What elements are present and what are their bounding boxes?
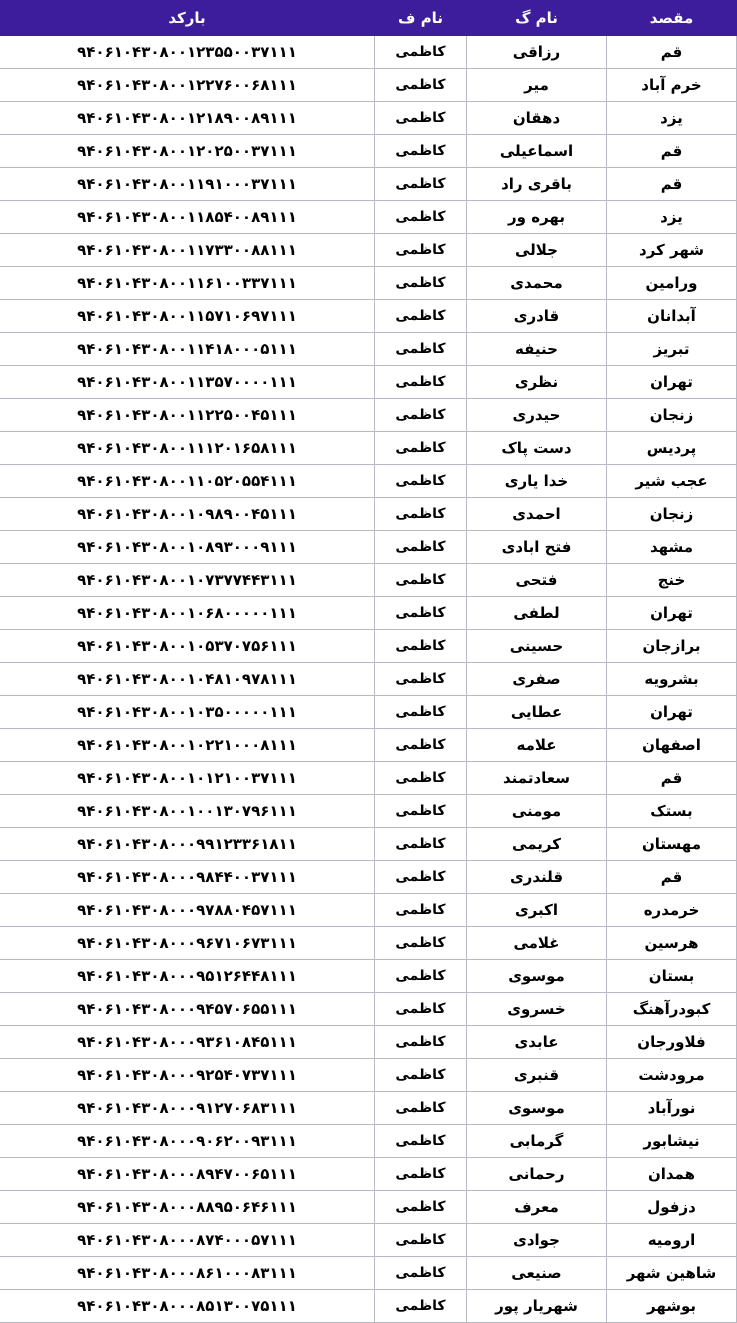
cell-last-name: شهریار پور <box>467 1290 607 1323</box>
cell-destination: عجب شیر <box>607 465 737 498</box>
cell-barcode: ۹۴۰۶۱۰۴۳۰۸۰۰۱۰۹۸۹۰۰۴۵۱۱۱ <box>0 498 375 531</box>
table-row <box>0 300 737 333</box>
cell-first-name: کاظمی <box>375 267 467 300</box>
cell-first-name: کاظمی <box>375 1059 467 1092</box>
cell-barcode: ۹۴۰۶۱۰۴۳۰۸۰۰۰۸۹۴۷۰۰۶۵۱۱۱ <box>0 1158 375 1191</box>
cell-destination: بستان <box>607 960 737 993</box>
cell-destination: همدان <box>607 1158 737 1191</box>
cell-destination: خرم آباد <box>607 69 737 102</box>
cell-last-name: مومنی <box>467 795 607 828</box>
cell-last-name: صفری <box>467 663 607 696</box>
table-row <box>0 399 737 432</box>
table-header <box>0 1 737 36</box>
cell-first-name: کاظمی <box>375 597 467 630</box>
table-row <box>0 366 737 399</box>
cell-destination: قم <box>607 762 737 795</box>
cell-last-name: فتح ابادی <box>467 531 607 564</box>
cell-last-name: صنیعی <box>467 1257 607 1290</box>
cell-barcode: ۹۴۰۶۱۰۴۳۰۸۰۰۰۹۰۶۲۰۰۹۳۱۱۱ <box>0 1125 375 1158</box>
cell-destination: دزفول <box>607 1191 737 1224</box>
table-row <box>0 1224 737 1257</box>
cell-destination: زنجان <box>607 399 737 432</box>
cell-destination: قم <box>607 135 737 168</box>
table-row <box>0 69 737 102</box>
cell-barcode: ۹۴۰۶۱۰۴۳۰۸۰۰۱۰۷۳۷۷۴۴۳۱۱۱ <box>0 564 375 597</box>
table-body <box>0 36 737 1323</box>
cell-destination: پردیس <box>607 432 737 465</box>
cell-destination: کبودرآهنگ <box>607 993 737 1026</box>
table-row <box>0 531 737 564</box>
cell-destination: قم <box>607 861 737 894</box>
cell-destination: خنج <box>607 564 737 597</box>
cell-barcode: ۹۴۰۶۱۰۴۳۰۸۰۰۰۸۸۹۵۰۶۴۶۱۱۱ <box>0 1191 375 1224</box>
cell-destination: بشرویه <box>607 663 737 696</box>
cell-barcode: ۹۴۰۶۱۰۴۳۰۸۰۰۰۹۴۵۷۰۶۵۵۱۱۱ <box>0 993 375 1026</box>
table-row <box>0 102 737 135</box>
cell-last-name: میر <box>467 69 607 102</box>
cell-barcode: ۹۴۰۶۱۰۴۳۰۸۰۰۱۱۷۳۳۰۰۸۸۱۱۱ <box>0 234 375 267</box>
table-row <box>0 663 737 696</box>
table-header-row <box>0 1 737 36</box>
cell-barcode: ۹۴۰۶۱۰۴۳۰۸۰۰۰۹۶۷۱۰۶۷۳۱۱۱ <box>0 927 375 960</box>
cell-last-name: علامه <box>467 729 607 762</box>
table-row <box>0 828 737 861</box>
cell-barcode: ۹۴۰۶۱۰۴۳۰۸۰۰۱۰۸۹۳۰۰۰۹۱۱۱ <box>0 531 375 564</box>
cell-last-name: سعادتمند <box>467 762 607 795</box>
cell-first-name: کاظمی <box>375 366 467 399</box>
table-row <box>0 927 737 960</box>
cell-first-name: کاظمی <box>375 993 467 1026</box>
cell-first-name: کاظمی <box>375 36 467 69</box>
table-row <box>0 861 737 894</box>
cell-barcode: ۹۴۰۶۱۰۴۳۰۸۰۰۱۲۳۵۵۰۰۳۷۱۱۱ <box>0 36 375 69</box>
table-row <box>0 1257 737 1290</box>
cell-last-name: دست پاک <box>467 432 607 465</box>
cell-last-name: محمدی <box>467 267 607 300</box>
table-row <box>0 1158 737 1191</box>
table-row <box>0 135 737 168</box>
cell-last-name: عطایی <box>467 696 607 729</box>
table-row <box>0 1290 737 1323</box>
cell-last-name: حنیفه <box>467 333 607 366</box>
column-header-destination: مقصد <box>607 1 737 36</box>
cell-first-name: کاظمی <box>375 564 467 597</box>
table-row <box>0 762 737 795</box>
cell-destination: بستک <box>607 795 737 828</box>
cell-first-name: کاظمی <box>375 696 467 729</box>
cell-destination: تهران <box>607 597 737 630</box>
cell-first-name: کاظمی <box>375 399 467 432</box>
cell-first-name: کاظمی <box>375 762 467 795</box>
cell-first-name: کاظمی <box>375 300 467 333</box>
cell-destination: یزد <box>607 201 737 234</box>
cell-last-name: رحمانی <box>467 1158 607 1191</box>
cell-last-name: احمدی <box>467 498 607 531</box>
table-row <box>0 333 737 366</box>
cell-destination: تهران <box>607 366 737 399</box>
cell-destination: مرودشت <box>607 1059 737 1092</box>
cell-last-name: بهره ور <box>467 201 607 234</box>
cell-first-name: کاظمی <box>375 135 467 168</box>
cell-first-name: کاظمی <box>375 861 467 894</box>
cell-barcode: ۹۴۰۶۱۰۴۳۰۸۰۰۱۲۱۸۹۰۰۸۹۱۱۱ <box>0 102 375 135</box>
cell-first-name: کاظمی <box>375 828 467 861</box>
cell-first-name: کاظمی <box>375 168 467 201</box>
cell-first-name: کاظمی <box>375 1257 467 1290</box>
cell-destination: برازجان <box>607 630 737 663</box>
table-row <box>0 432 737 465</box>
cell-barcode: ۹۴۰۶۱۰۴۳۰۸۰۰۰۹۳۶۱۰۸۴۵۱۱۱ <box>0 1026 375 1059</box>
cell-last-name: عابدی <box>467 1026 607 1059</box>
cell-destination: قم <box>607 36 737 69</box>
cell-destination: مهستان <box>607 828 737 861</box>
table-row <box>0 630 737 663</box>
cell-barcode: ۹۴۰۶۱۰۴۳۰۸۰۰۰۹۸۴۴۰۰۳۷۱۱۱ <box>0 861 375 894</box>
cell-destination: بوشهر <box>607 1290 737 1323</box>
column-header-barcode: بارکد <box>0 1 375 36</box>
cell-barcode: ۹۴۰۶۱۰۴۳۰۸۰۰۱۰۲۲۱۰۰۰۸۱۱۱ <box>0 729 375 762</box>
cell-first-name: کاظمی <box>375 960 467 993</box>
cell-destination: یزد <box>607 102 737 135</box>
table-row <box>0 696 737 729</box>
cell-barcode: ۹۴۰۶۱۰۴۳۰۸۰۰۱۰۶۸۰۰۰۰۰۱۱۱ <box>0 597 375 630</box>
cell-barcode: ۹۴۰۶۱۰۴۳۰۸۰۰۱۱۴۱۸۰۰۰۵۱۱۱ <box>0 333 375 366</box>
table-row <box>0 1125 737 1158</box>
cell-first-name: کاظمی <box>375 531 467 564</box>
cell-barcode: ۹۴۰۶۱۰۴۳۰۸۰۰۱۱۰۵۲۰۵۵۴۱۱۱ <box>0 465 375 498</box>
table-row <box>0 465 737 498</box>
cell-last-name: حیدری <box>467 399 607 432</box>
cell-first-name: کاظمی <box>375 894 467 927</box>
table-row <box>0 960 737 993</box>
cell-first-name: کاظمی <box>375 1158 467 1191</box>
column-header-last-name: نام گ <box>467 1 607 36</box>
table-row <box>0 564 737 597</box>
cell-last-name: غلامی <box>467 927 607 960</box>
cell-barcode: ۹۴۰۶۱۰۴۳۰۸۰۰۱۰۰۱۳۰۷۹۶۱۱۱ <box>0 795 375 828</box>
cell-barcode: ۹۴۰۶۱۰۴۳۰۸۰۰۱۱۱۲۰۱۶۵۸۱۱۱ <box>0 432 375 465</box>
cell-last-name: اسماعیلی <box>467 135 607 168</box>
cell-barcode: ۹۴۰۶۱۰۴۳۰۸۰۰۱۰۱۲۱۰۰۳۷۱۱۱ <box>0 762 375 795</box>
cell-last-name: قادری <box>467 300 607 333</box>
cell-last-name: رزاقی <box>467 36 607 69</box>
cell-barcode: ۹۴۰۶۱۰۴۳۰۸۰۰۱۱۶۱۰۰۳۳۷۱۱۱ <box>0 267 375 300</box>
table-row <box>0 36 737 69</box>
cell-destination: شهر کرد <box>607 234 737 267</box>
table-row <box>0 168 737 201</box>
cell-destination: شاهین شهر <box>607 1257 737 1290</box>
cell-first-name: کاظمی <box>375 432 467 465</box>
cell-first-name: کاظمی <box>375 1092 467 1125</box>
cell-first-name: کاظمی <box>375 102 467 135</box>
column-header-first-name: نام ف <box>375 1 467 36</box>
cell-barcode: ۹۴۰۶۱۰۴۳۰۸۰۰۰۹۱۲۷۰۶۸۳۱۱۱ <box>0 1092 375 1125</box>
cell-barcode: ۹۴۰۶۱۰۴۳۰۸۰۰۱۱۵۷۱۰۶۹۷۱۱۱ <box>0 300 375 333</box>
cell-first-name: کاظمی <box>375 498 467 531</box>
table-row <box>0 234 737 267</box>
cell-barcode: ۹۴۰۶۱۰۴۳۰۸۰۰۰۹۹۱۲۳۳۶۱۸۱۱ <box>0 828 375 861</box>
cell-last-name: نظری <box>467 366 607 399</box>
cell-barcode: ۹۴۰۶۱۰۴۳۰۸۰۰۱۱۲۲۵۰۰۴۵۱۱۱ <box>0 399 375 432</box>
cell-destination: ورامین <box>607 267 737 300</box>
cell-first-name: کاظمی <box>375 1026 467 1059</box>
cell-last-name: فتحی <box>467 564 607 597</box>
cell-barcode: ۹۴۰۶۱۰۴۳۰۸۰۰۱۰۵۳۷۰۷۵۶۱۱۱ <box>0 630 375 663</box>
cell-destination: اصفهان <box>607 729 737 762</box>
cell-last-name: گرمابی <box>467 1125 607 1158</box>
cell-destination: آبدانان <box>607 300 737 333</box>
cell-barcode: ۹۴۰۶۱۰۴۳۰۸۰۰۱۱۳۵۷۰۰۰۰۱۱۱ <box>0 366 375 399</box>
cell-first-name: کاظمی <box>375 663 467 696</box>
cell-last-name: لطفی <box>467 597 607 630</box>
cell-barcode: ۹۴۰۶۱۰۴۳۰۸۰۰۱۰۴۸۱۰۹۷۸۱۱۱ <box>0 663 375 696</box>
cell-barcode: ۹۴۰۶۱۰۴۳۰۸۰۰۰۸۷۴۰۰۰۵۷۱۱۱ <box>0 1224 375 1257</box>
cell-first-name: کاظمی <box>375 201 467 234</box>
cell-barcode: ۹۴۰۶۱۰۴۳۰۸۰۰۰۸۶۱۰۰۰۸۳۱۱۱ <box>0 1257 375 1290</box>
table-row <box>0 795 737 828</box>
cell-last-name: معرف <box>467 1191 607 1224</box>
cell-barcode: ۹۴۰۶۱۰۴۳۰۸۰۰۱۲۰۲۵۰۰۳۷۱۱۱ <box>0 135 375 168</box>
cell-first-name: کاظمی <box>375 795 467 828</box>
cell-destination: ارومیه <box>607 1224 737 1257</box>
cell-destination: تهران <box>607 696 737 729</box>
cell-first-name: کاظمی <box>375 333 467 366</box>
cell-last-name: خدا یاری <box>467 465 607 498</box>
cell-first-name: کاظمی <box>375 69 467 102</box>
cell-barcode: ۹۴۰۶۱۰۴۳۰۸۰۰۰۹۷۸۸۰۴۵۷۱۱۱ <box>0 894 375 927</box>
cell-first-name: کاظمی <box>375 1224 467 1257</box>
cell-barcode: ۹۴۰۶۱۰۴۳۰۸۰۰۰۹۲۵۴۰۷۳۷۱۱۱ <box>0 1059 375 1092</box>
cell-first-name: کاظمی <box>375 465 467 498</box>
cell-first-name: کاظمی <box>375 1290 467 1323</box>
cell-destination: زنجان <box>607 498 737 531</box>
cell-destination: فلاورجان <box>607 1026 737 1059</box>
cell-first-name: کاظمی <box>375 1191 467 1224</box>
table-row <box>0 993 737 1026</box>
cell-destination: قم <box>607 168 737 201</box>
table-row <box>0 1092 737 1125</box>
cell-first-name: کاظمی <box>375 1125 467 1158</box>
cell-last-name: قلندری <box>467 861 607 894</box>
cell-barcode: ۹۴۰۶۱۰۴۳۰۸۰۰۰۹۵۱۲۶۴۴۸۱۱۱ <box>0 960 375 993</box>
cell-last-name: دهقان <box>467 102 607 135</box>
cell-last-name: موسوی <box>467 1092 607 1125</box>
table-row <box>0 498 737 531</box>
cell-last-name: باقری راد <box>467 168 607 201</box>
cell-barcode: ۹۴۰۶۱۰۴۳۰۸۰۰۱۱۸۵۴۰۰۸۹۱۱۱ <box>0 201 375 234</box>
table-row <box>0 894 737 927</box>
cell-last-name: جوادی <box>467 1224 607 1257</box>
cell-destination: خرمدره <box>607 894 737 927</box>
table-row <box>0 201 737 234</box>
cell-last-name: حسینی <box>467 630 607 663</box>
table-row <box>0 729 737 762</box>
cell-barcode: ۹۴۰۶۱۰۴۳۰۸۰۰۱۰۳۵۰۰۰۰۰۱۱۱ <box>0 696 375 729</box>
cell-barcode: ۹۴۰۶۱۰۴۳۰۸۰۰۱۲۲۷۶۰۰۶۸۱۱۱ <box>0 69 375 102</box>
cell-destination: نیشابور <box>607 1125 737 1158</box>
table-row <box>0 1059 737 1092</box>
cell-destination: هرسین <box>607 927 737 960</box>
cell-first-name: کاظمی <box>375 630 467 663</box>
cell-barcode: ۹۴۰۶۱۰۴۳۰۸۰۰۰۸۵۱۳۰۰۷۵۱۱۱ <box>0 1290 375 1323</box>
cell-first-name: کاظمی <box>375 927 467 960</box>
cell-first-name: کاظمی <box>375 729 467 762</box>
cell-last-name: اکبری <box>467 894 607 927</box>
cell-last-name: قنبری <box>467 1059 607 1092</box>
table-row <box>0 1026 737 1059</box>
cell-last-name: کریمی <box>467 828 607 861</box>
cell-last-name: خسروی <box>467 993 607 1026</box>
table-row <box>0 1191 737 1224</box>
table-row <box>0 597 737 630</box>
cell-last-name: جلالی <box>467 234 607 267</box>
cell-last-name: موسوی <box>467 960 607 993</box>
cell-destination: مشهد <box>607 531 737 564</box>
cell-barcode: ۹۴۰۶۱۰۴۳۰۸۰۰۱۱۹۱۰۰۰۳۷۱۱۱ <box>0 168 375 201</box>
cell-first-name: کاظمی <box>375 234 467 267</box>
cell-destination: تبریز <box>607 333 737 366</box>
table-row <box>0 267 737 300</box>
cell-destination: نورآباد <box>607 1092 737 1125</box>
